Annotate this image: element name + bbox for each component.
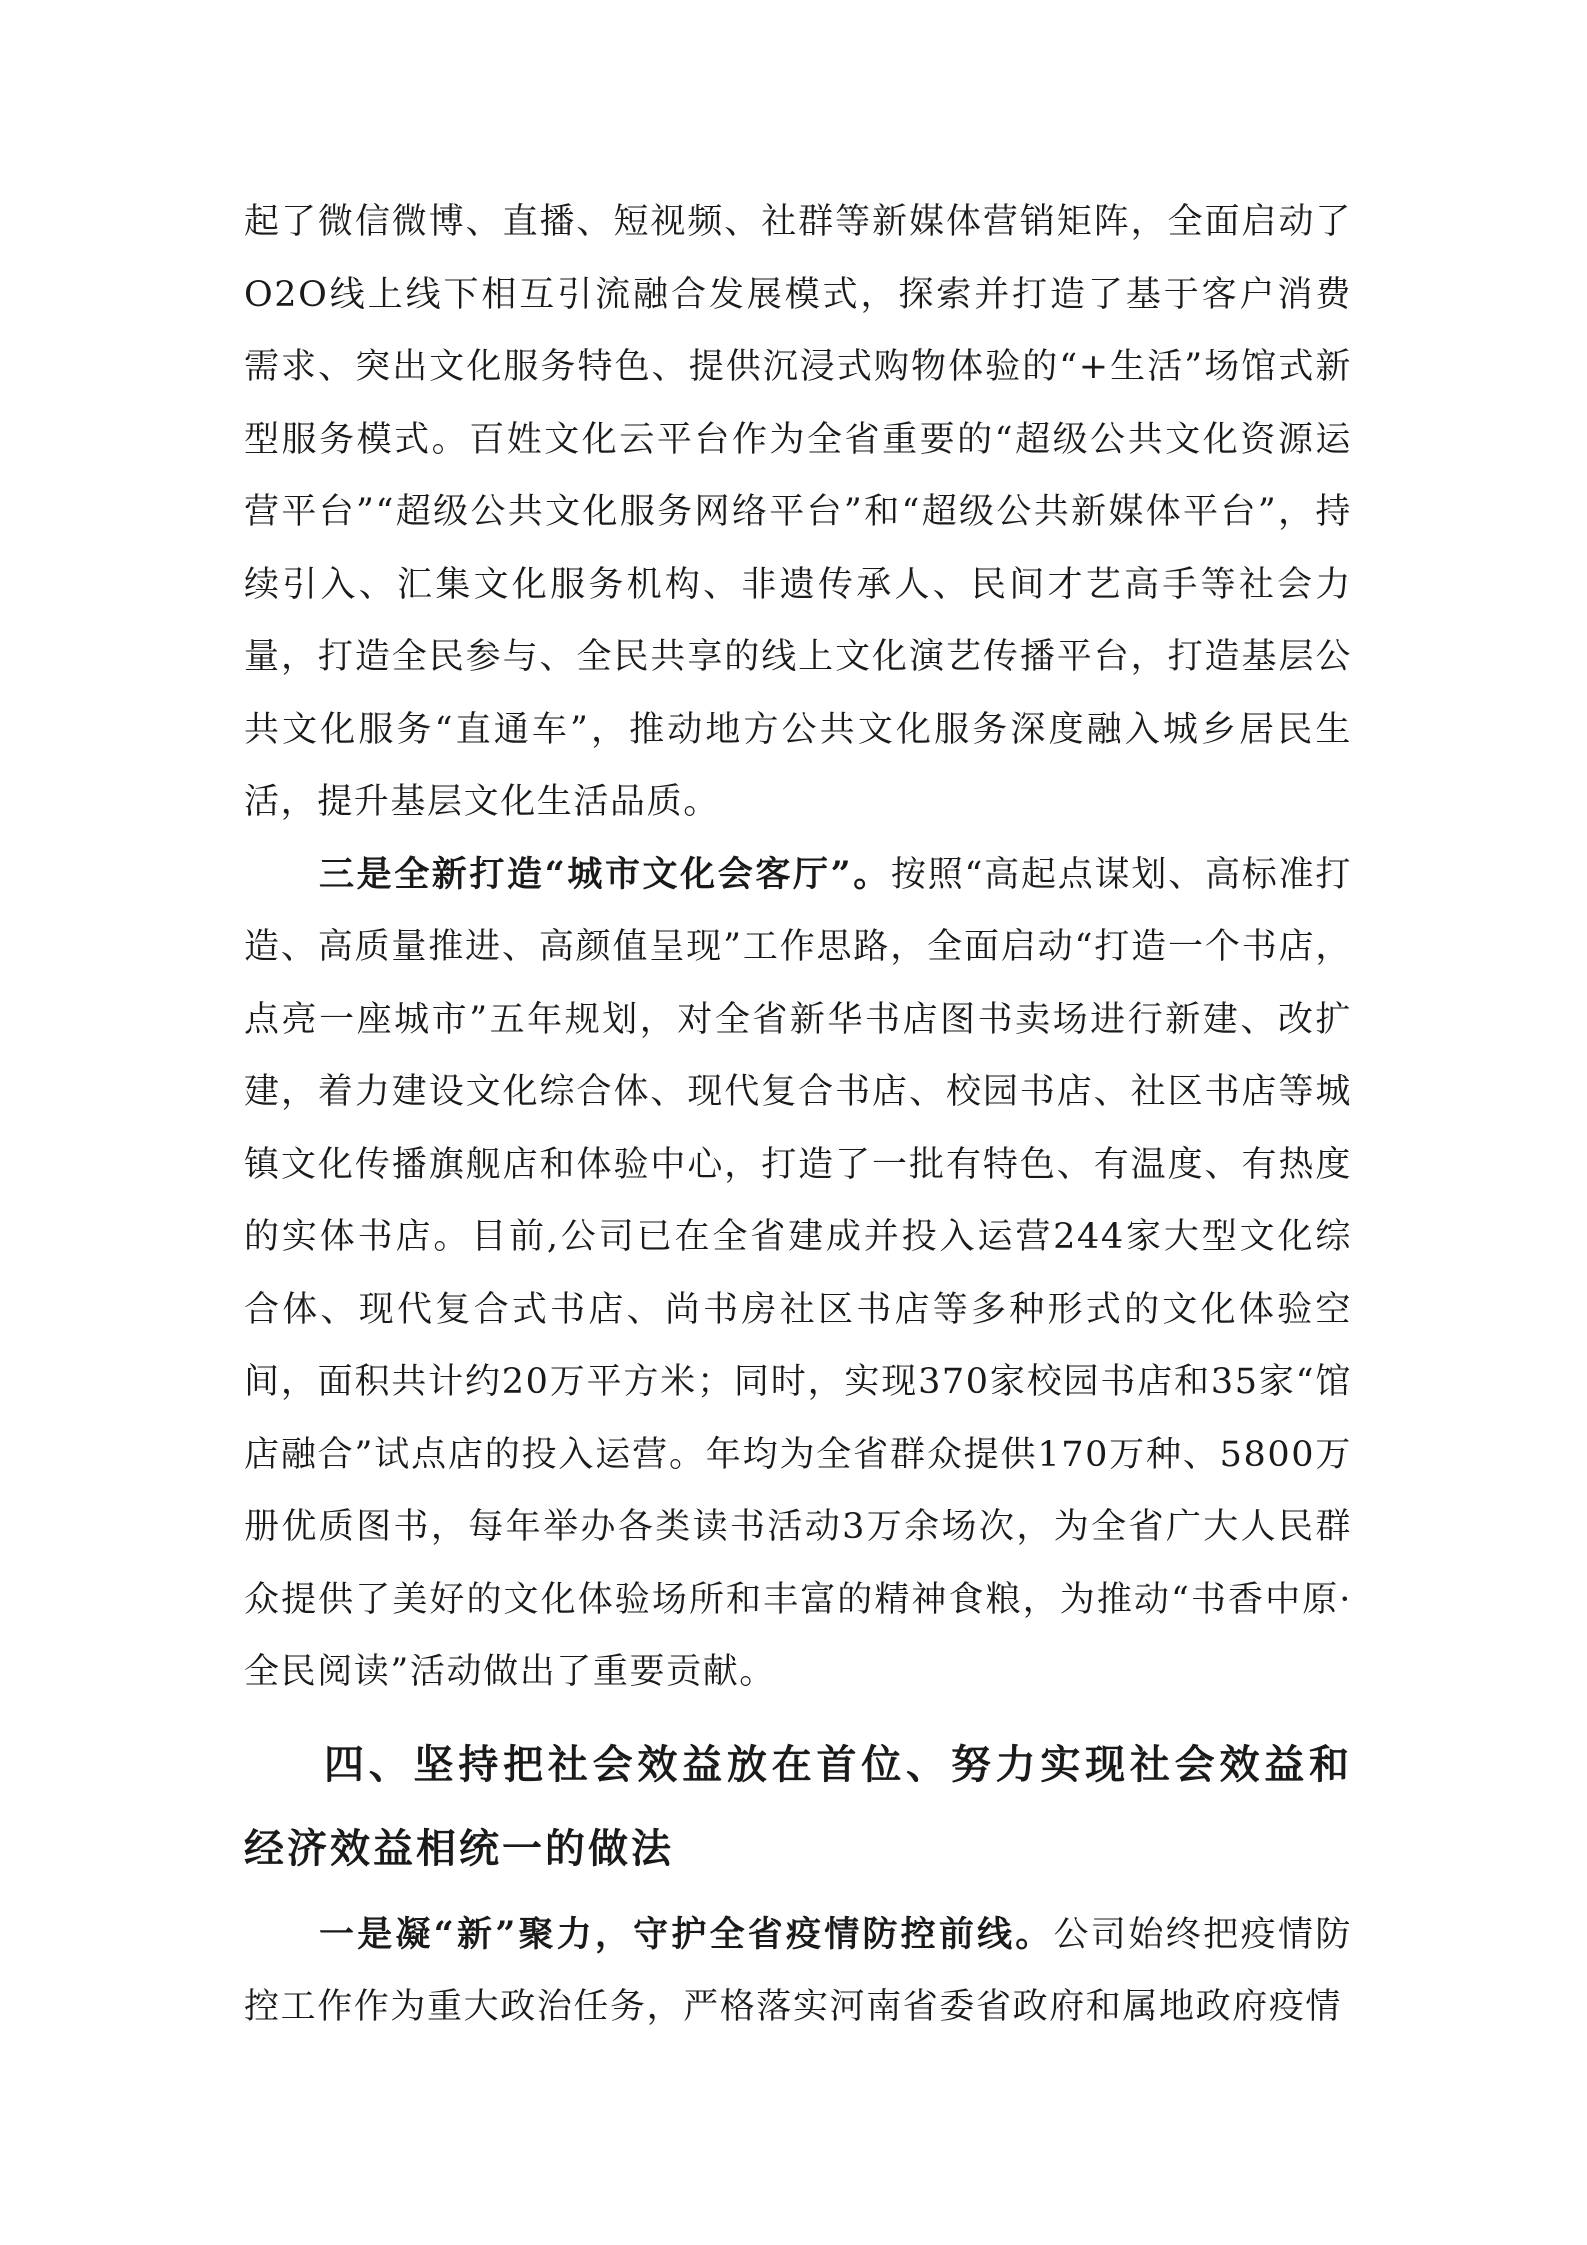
section-heading: 四、坚持把社会效益放在首位、努力实现社会效益和经济效益相统一的做法 xyxy=(244,1740,1352,1872)
paragraph-epidemic xyxy=(244,1899,1352,2044)
paragraph-continued: 起了微信微博、直播、短视频、社群等新媒体营销矩阵，全面启动了O2O线上线下相互引流融合发展模式，探索并打造了基于客户消费需求、突出文化服务特色、提供沉浸式购物体验的“+生活”场馆式新型服务模式。百姓文化云平台作为全省重要的“超级公共文化资源运营平台”“超级公共文化服务网络平台”和“超级公共新媒体平台”，持续引入、汇集文化服务机构、非遗传承人、民间才艺高手等社会力量，打造全民参与、全民共享的线上文化演艺传播平台，打造基层公共文化服务“直通车”，推动地方公共文化服务深度融入城乡居民生活，提升基层文化生活品质。 xyxy=(244,202,1352,822)
document-body xyxy=(244,186,1352,2044)
paragraph-lead-bold: 一是凝“新”聚力，守护全省疫情防控前线。 xyxy=(319,1913,1054,1955)
paragraph-text: 公司始终把疫情防控工作作为重大政治任务，严格落实河南省委省政府和属地政府疫情 xyxy=(244,1914,1352,2027)
paragraph-city-culture xyxy=(244,839,1352,1709)
paragraph-lead-bold: 三是全新打造“城市文化会客厅”。 xyxy=(319,853,891,895)
paragraph-text: 按照“高起点谋划、高标准打造、高质量推进、高颜值呈现”工作思路，全面启动“打造一个书店，点亮一座城市”五年规划，对全省新华书店图书卖场进行新建、改扩建，着力建设文化综合体、现代复合书店、校园书店、社区书店等城镇文化传播旗舰店和体验中心，打造了一批有特色、有温度、有热度的实体书店。目前,公司已在全省建成并投入运营244家大型文化综合体、现代复合式书店、尚书房社区书店等多种形式的文化体验空间，面积共计约20万平方米；同时，实现370家校园书店和35家“馆店融合”试点店的投入运营。年均为全省群众提供170万种、5800万册优质图书，每年举办各类读书活动3万余场次，为全省广大人民群众提供了美好的文化体验场所和丰富的精神食粮，为推动“书香中原·全民阅读”活动做出了重要贡献。 xyxy=(244,854,1352,1692)
